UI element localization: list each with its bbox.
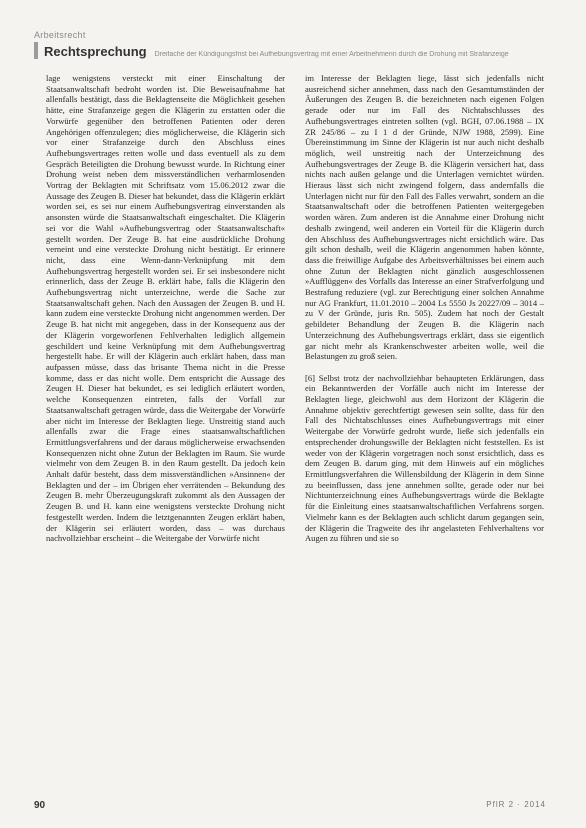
header-subtitle: Dreifache der Kündigungsfrist bei Aufhebungsvertrag mit einer Arbeitnehmerin durch die Drohung mit Strafanzeige <box>154 51 509 58</box>
paragraph: lage wenigstens versteckt mit einer Einschaltung der Staatsanwaltschaft bedroht worden ist. Die Beweisaufnahme hat allenfalls bestätigt, dass die Beklagtenseite die Möglichkeit gesehen hätte, eine Strafanzeige gegen die Klägerin zu erstatten oder die Vorwürfe gegenüber den betroffenen Patienten oder deren Angehörigen offenzulegen; dies möglicherweise, die Klägerin sich vor einer Strafanzeige durch den Abschluss eines Aufhebungsvertrages retten wolle und dass eventuell als zu dem Gespräch Beteiligten die Drohung bewusst wurde. In Richtung einer Drohung weist neben dem missverständlichen verharmlosenden Vortrag der Beklagten mit Schriftsatz vom 15.06.2012 zwar die Aussage des Zeugen B. Dieser hat bekundet, dass die Klägerin erklärt worden sei, es sei nur einem Aufhebungsvertrag einverstanden als ansonsten würde die Staatsanwaltschaft eingeschaltet. Die Klägerin sei vor die Wahl »Aufhebungsvertrag oder Staatsanwaltschaft« gestellt worden. Der Zeuge B. hat eine ausdrückliche Drohung verneint und eine versteckte Drohung nicht bestätigt. Er erinnere nicht, dass eine Wenn-dann-Verknüpfung mit dem Aufhebungsvertrag hergestellt worden sei. Er sei insbesondere nicht erinnerlich, dass der Zeuge B. erklärt habe, falls die Klägerin den Aufhebungsvertrag nicht unterzeichne, werde die Sache zur Staatsanwaltschaft gehen. Nach den Aussagen der Zeugen B. und H. kann zudem eine versteckte Drohung nicht angenommen werden. Der Zeuge B. hat nicht mit angegeben, dass in der Konsequenz aus der der Klägerin vorgeworfenen Fehlverhalten lediglich allgemein geschildert und keine Verknüpfung mit dem Aufhebungsvertrag hergestellt habe. Er will der Klägerin auch erklärt haben, dass man aufpassen müsse, dass das brisante Thema nicht in die Presse komme, dass er das nicht wolle. Dem entspricht die Aussage des Zeugen H. Dieser hat bekundet, es sei lediglich erläutert worden, welche Konsequenzen eintreten, falls der Vorfall zur Staatsanwaltschaft getragen würde, dass die Weitergabe der Vorwürfe aber nicht im Interesse der Beklagten liege. Unstreitig stand auch allenfalls zwar die Frage eines staatsanwaltschaftlichen Ermittlungsverfahrens und der daraus möglicherweise erwachsenden Konsequenzen nicht ohne Zutun der Beklagten im Raum. Sie wurde vielmehr von dem Zeugen B. in den Raum gestellt. Da jedoch kein Anhalt dafür besteht, dass dem missverständlichen »Ansinnen« der Beklagten und der – im Übrigen eher verrätenden – Bekundung des Zeugen B. mehr Überzeugungskraft zukommt als den Aussagen der Zeugen B. und H. kann eine wenigstens versteckte Drohung nicht festgestellt werden. Indem die letztgenannten Zeugen erklärt haben, der Klägerin sei erläutert worden, dass – was durchaus nachvollziehbar erscheint – die Weitergabe der Vorwürfe nicht <box>46 73 285 544</box>
journal-reference: PflR 2 · 2014 <box>486 800 546 809</box>
section-label: Arbeitsrecht <box>34 30 86 40</box>
column-right <box>305 73 544 795</box>
body-columns <box>46 73 544 795</box>
header-title: Rechtsprechung <box>44 44 147 59</box>
paragraph: [6] Selbst trotz der nachvollziehbar behaupteten Erklärungen, dass ein Bekanntwerden der Vorfälle auch nicht im Interesse der Beklagten liege, gleichwohl aus dem Horizont der Klägerin die Annahme objektiv gerechtfertigt gewesen sein sollte, dass für den Fall des Nichtabschlusses eines Aufhebungsvertrags mit einer Weitergabe der Vorwürfe gedroht wurde, ließe sich jedenfalls ein entsprechender drohungswille der Beklagten nicht feststellen. Es ist weder von der Klägerin vorgetragen noch sonst ersichtlich, dass es dem Zeugen B. darum ging, mit dem Hinweis auf ein mögliches Ermittlungsverfahren die Willensbildung der Klägerin in dem Sinne zu beeinflussen, dass jene annehmen sollte, gerade oder nur bei Nichtunterzeichnung eines Aufhebungsvertrags würde die Beklagte für die Einleitung eines staatsanwaltschaftlichen Verfahrens sorgen. Vielmehr kann es der Beklagten auch schlicht darum gegangen sein, der Klägerin die Tragweite des ihr angelasteten Fehlverhaltens vor Augen zu führen und sie so <box>305 372 544 544</box>
paragraph: im Interesse der Beklagten liege, lässt sich jedenfalls nicht ausreichend sicher annehmen, dass nach den Gesamtumständen der Äußerungen des Zeugen B. die bezeichneten nach eigenen Folgen gerade oder nur im Fall des Nichtabschlusses des Aufhebungsvertrages eintreten sollten (vgl. BGH, 07.06.1988 – IX ZR 245/86 – zu I 1 d der Gründe, NJW 1988, 2599). Eine Übereinstimmung im Sinne der Klägerin ist nur auch nicht deshalb möglich, weil unstreitig nach der Unterzeichnung des Aufhebungsvertrages der Zeuge B. die Klägerin versichert hat, dass nichts nach außen gelange und die Unterlagen vernichtet würden. Hieraus lässt sich nicht zwingend folgern, dass andernfalls die Unterlagen nicht nur für den Fall des Falles verwahrt, sondern an die Staatsanwaltschaft oder die betroffenen Patienten weitergegeben worden wären. Zum anderen ist die Annahme einer Drohung nicht deshalb zwingend, weil anderen ein Vorteil für die Klägerin durch den Abschluss des Aufhebungsvertrages nicht ersichtlich wäre. Das gilt schon deshalb, weil die Klägerin angenommen haben könnte, dass die freiwillige Aufgabe des Arbeitsverhältnisses bei einem auch ohne Zutun der Beklagten nicht gänzlich ausgeschlossenen »Aufflüggen« des Vorfalls das Interesse an einer Strafverfolgung und Bestrafung reduziere (vgl. zur Berechtigung einer solchen Annahme nur AG Frankfurt, 11.01.2010 – 2004 Ls 5550 Js 20227/09 – 3014 – zu V der Gründe, juris Rn. 505). Zudem hat noch der Gestalt gebildeter Behandlung der Zeugen B. die Klägerin nach Unterzeichnung des Aufhebungsvertrags erklärt, dass sie eigentlich gar nicht mehr als Krankenschwester arbeiten wolle, weil die Belastungen zu groß seien. <box>305 73 544 362</box>
running-header <box>34 44 546 59</box>
page-footer <box>34 800 546 811</box>
column-left <box>46 73 285 795</box>
page-number: 90 <box>34 800 46 811</box>
